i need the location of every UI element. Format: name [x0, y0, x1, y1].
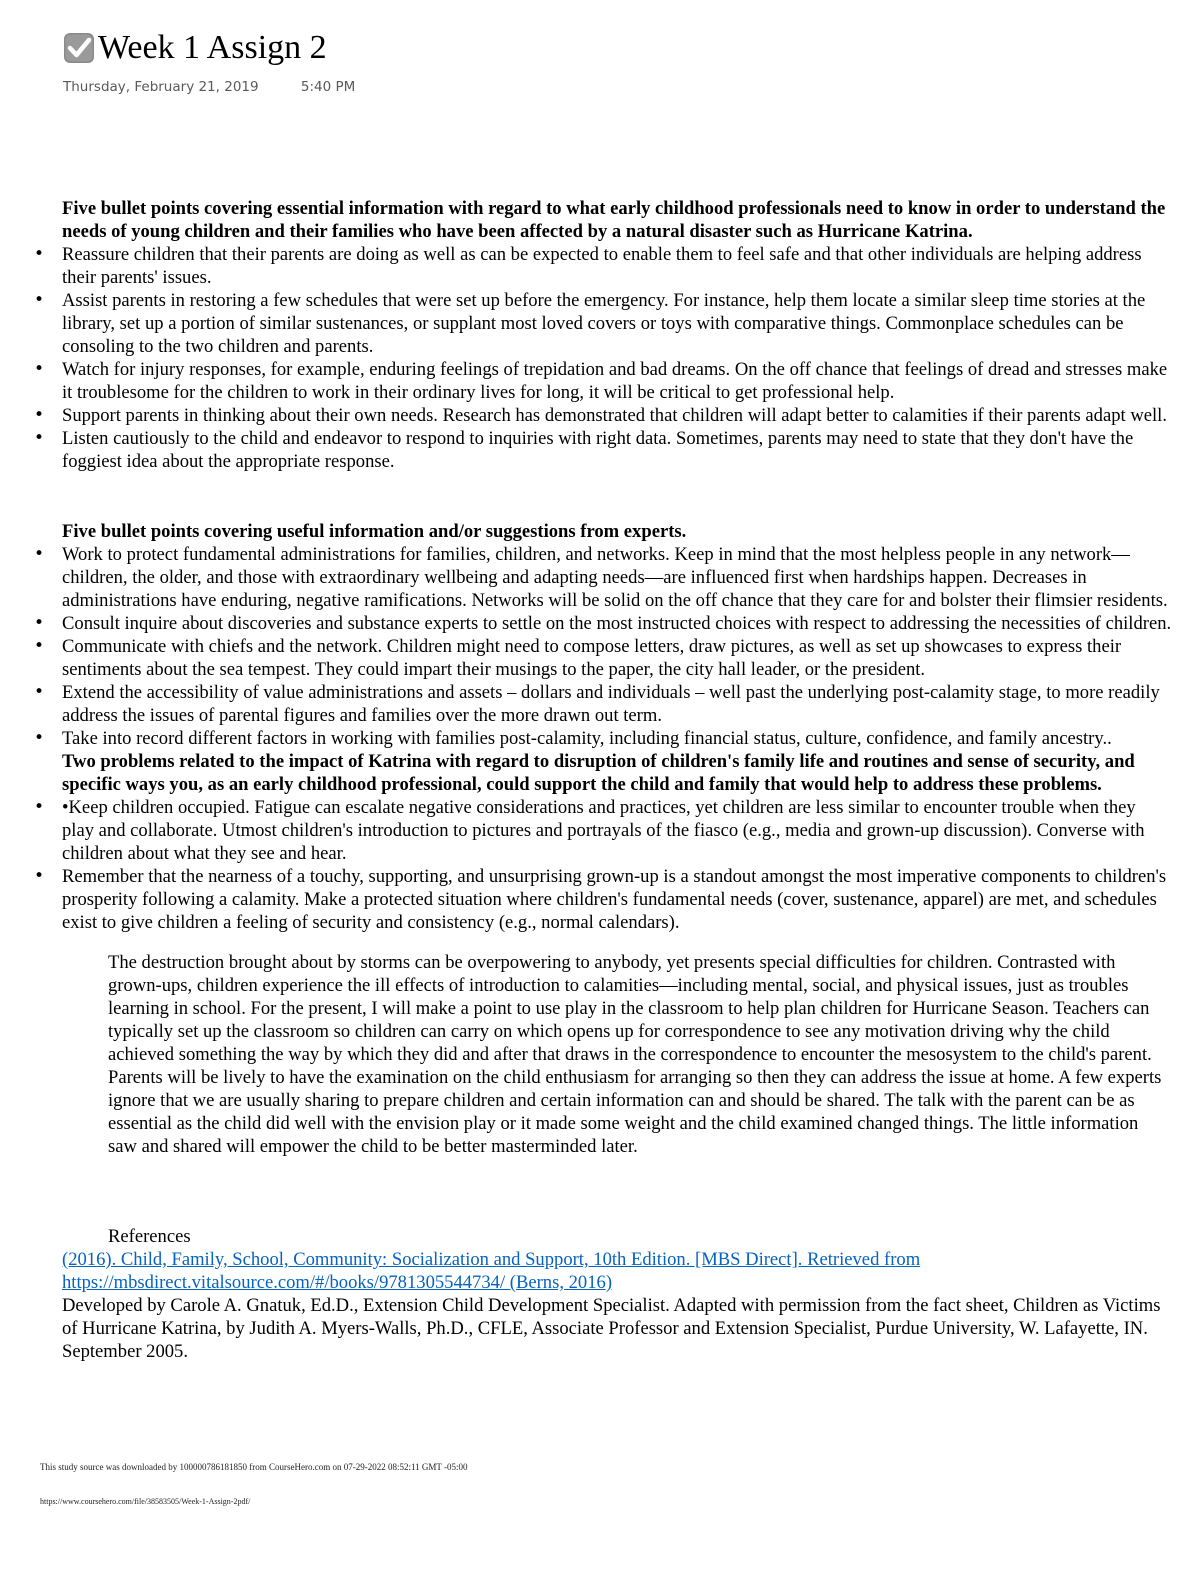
- download-watermark: This study source was downloaded by 100000786181850 from CourseHero.com on 07-29-2022 08:52:11 GMT -05:00: [40, 1462, 468, 1472]
- list-item: • Assist parents in restoring a few schedules that were set up before the emergency. For instance, help them locate a similar sleep time stories at the library, set up a portion of similar sustenances, or supplant most loved covers or toys with comparative things. Commonplace schedules can be consoling to the two children and parents.: [62, 289, 1172, 358]
- list-item: • Take into record different factors in working with families post-calamity, including financial status, culture, confidence, and family ancestry..: [62, 727, 1172, 750]
- references-list: [62, 1248, 1172, 1363]
- note-time: 5:40 PM: [300, 79, 356, 95]
- document-body: [62, 197, 1172, 1363]
- section1-heading: Five bullet points covering essential information with regard to what early childhood professionals need to know in order to understand the needs of young children and their families who have been affected by a natural disaster such as Hurricane Katrina.: [62, 198, 1166, 242]
- note-date: Thursday, February 21, 2019: [63, 79, 259, 95]
- reference-link[interactable]: (2016). Child, Family, School, Community: Socialization and Support, 10th Edition. [MBS Direct]. Retrieved from https://mbsdirect.vitalsource.com/#/books/9781305544734/ (Berns, 2016): [62, 1249, 921, 1293]
- section3-heading: Two problems related to the impact of Katrina with regard to disruption of children's family life and routines and sense of security, and specific ways you, as an early childhood professional, could support the child and family that would help to address these problems.: [62, 751, 1135, 795]
- note-timestamp: [63, 79, 355, 95]
- note-title: [62, 28, 327, 68]
- references-heading: References: [108, 1226, 191, 1247]
- reference-text: Developed by Carole A. Gnatuk, Ed.D., Extension Child Development Specialist. Adapted with permission from the fact sheet, Children as Victims of Hurricane Katrina, by Judith A. Myers-Walls, Ph.D., CFLE, Associate Professor and Extension Specialist, Purdue University, W. Lafayette, IN. September 2005.: [62, 1295, 1161, 1362]
- list-item: • Watch for injury responses, for example, enduring feelings of trepidation and bad dreams. On the off chance that feelings of dread and stresses make it troublesome for the children to work in their ordinary lives for long, it will be critical to get professional help.: [62, 358, 1172, 404]
- list-item: • Communicate with chiefs and the network. Children might need to compose letters, draw pictures, as well as set up showcases to express their sentiments about the sea tempest. They could impart their musings to the paper, the city hall leader, or the president.: [62, 635, 1172, 681]
- list-item: • Support parents in thinking about their own needs. Research has demonstrated that children will adapt better to calamities if their parents adapt well.: [62, 404, 1172, 427]
- section3-bullet-list: [62, 796, 1172, 934]
- list-item: • Remember that the nearness of a touchy, supporting, and unsurprising grown-up is a standout amongst the most imperative components to children's prosperity following a calamity. Make a protected situation where children's fundamental needs (cover, sustenance, apparel) are met, and schedules exist to give children a feeling of security and consistency (e.g., normal calendars).: [62, 865, 1172, 934]
- reflection-paragraph: The destruction brought about by storms can be overpowering to anybody, yet presents special difficulties for children. Contrasted with grown-ups, children experience the ill effects of introduction to calamities—including mental, social, and physical issues, just as troubles learning in school. For the present, I will make a point to use play in the classroom to help plan children for Hurricane Season. Teachers can typically set up the classroom so children can carry on which opens up for correspondence to see any motivation driving why the child achieved something the way by which they did and after that draws in the correspondence to encounter the mesosystem to the child's parent. Parents will be lively to have the examination on the child enthusiasm for arranging so then they can address the issue at home. A few experts ignore that we are usually sharing to prepare children and certain information can and should be shared. The talk with the parent can be as essential as the child did well with the envision play or it made some weight and the child examined changed things. The little information saw and shared will empower the child to be better masterminded later.: [108, 952, 1162, 1157]
- list-item: • Extend the accessibility of value administrations and assets – dollars and individuals – well past the underlying post-calamity stage, to more readily address the issues of parental figures and families over the more drawn out term.: [62, 681, 1172, 727]
- section1-bullet-list: [62, 243, 1172, 473]
- page-title: Week 1 Assign 2: [98, 29, 327, 66]
- section2-heading: Five bullet points covering useful information and/or suggestions from experts.: [62, 521, 687, 542]
- list-item: • Consult inquire about discoveries and substance experts to settle on the most instructed choices with respect to addressing the necessities of children.: [62, 612, 1172, 635]
- list-item: • Listen cautiously to the child and endeavor to respond to inquiries with right data. Sometimes, parents may need to state that they don't have the foggiest idea about the appropriate response.: [62, 427, 1172, 473]
- list-item: • Work to protect fundamental administrations for families, children, and networks. Keep in mind that the most helpless people in any network—children, the older, and those with extraordinary wellbeing and adapting needs—are influenced first when hardships happen. Decreases in administrations have enduring, negative ramifications. Networks will be solid on the off chance that they care for and bolster their flimsier residents.: [62, 543, 1172, 612]
- checkbox-checked-icon: [62, 31, 96, 65]
- source-url-watermark: https://www.coursehero.com/file/38583505/Week-1-Assign-2pdf/: [40, 1497, 251, 1506]
- list-item: • Reassure children that their parents are doing as well as can be expected to enable them to feel safe and that other individuals are helping address their parents' issues.: [62, 243, 1172, 289]
- section2-bullet-list: [62, 543, 1172, 750]
- list-item: • •Keep children occupied. Fatigue can escalate negative considerations and practices, yet children are less similar to encounter trouble when they play and collaborate. Utmost children's introduction to pictures and portrayals of the fiasco (e.g., media and grown-up discussion). Converse with children about what they see and hear.: [62, 796, 1172, 865]
